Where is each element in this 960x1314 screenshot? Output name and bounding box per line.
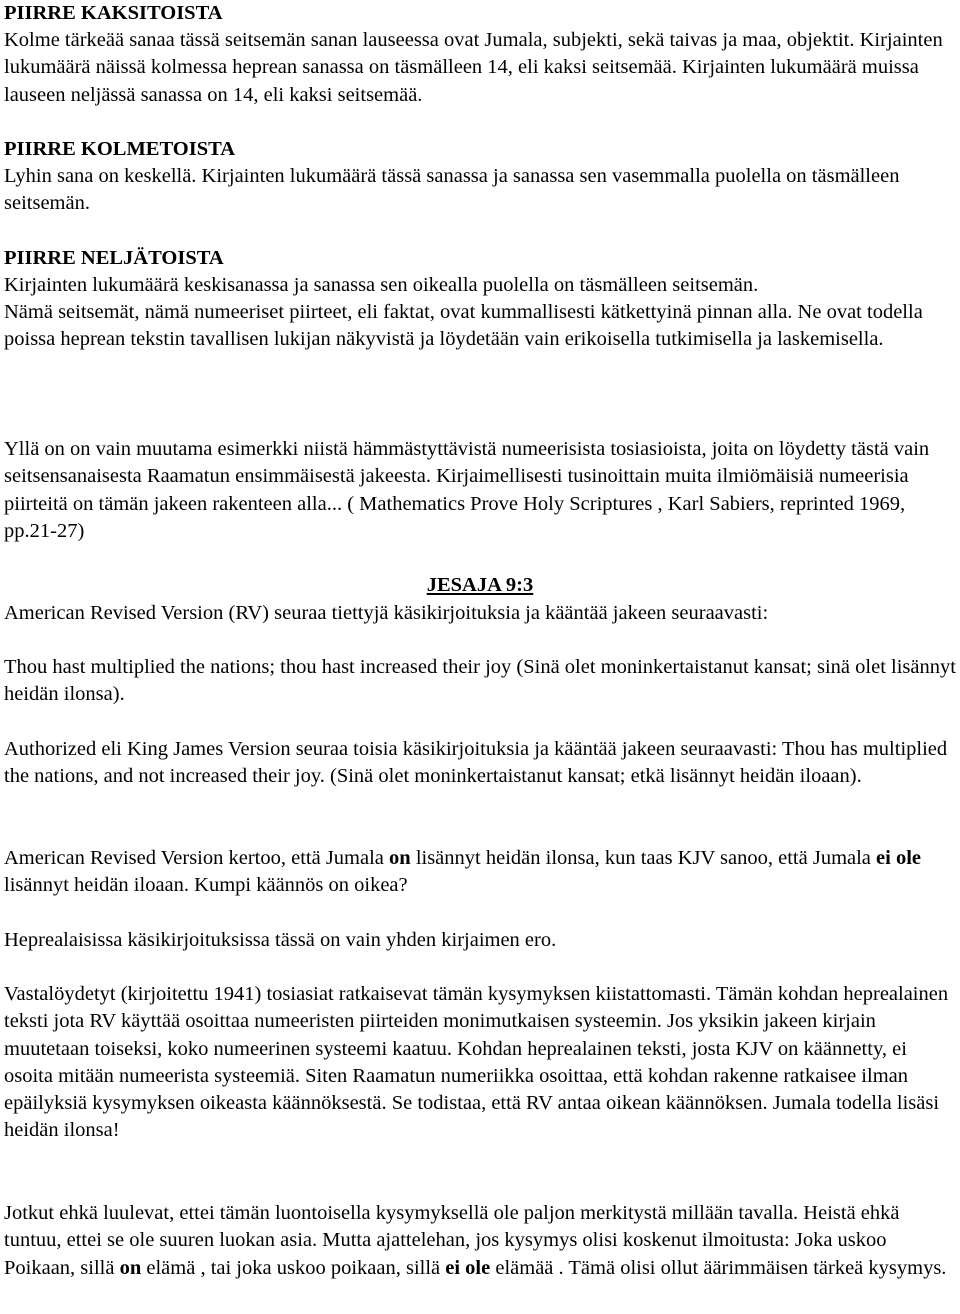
heading-feature-fourteen: PIIRRE NELJÄTOISTA <box>4 247 224 269</box>
final-bold-on: on <box>119 1256 142 1279</box>
final-text-1: Jotkut ehkä luulevat, ettei tämän luontoisella kysymyksellä ole paljon merkitystä millään tavalla. Heistä ehkä tuntuu, ettei se ole suuren luokan asia. Mutta ajattelehan, jos kysymys olisi koskenut ilmoitusta: Joka uskoo Poikaan, sillä <box>4 1202 900 1279</box>
paragraph-compare <box>4 845 956 900</box>
paragraph-rv-quote: Thou hast multiplied the nations; thou hast increased their joy (Sinä olet moninkertaistanut kansat; sinä olet lisännyt heidän ilonsa). <box>4 656 956 706</box>
paragraph-discovery: Vastalöydetyt (kirjoitettu 1941) tosiasiat ratkaisevat tämän kysymyksen kiistattomasti. Tämän kohdan heprealainen teksti jota RV käyttää osoittaa numeeristen piirteiden monimutkaisen systeemin. Jos yksikin jakeen kirjain muutetaan toiseksi, koko numeerinen systeemi kaatuu. Kohdan heprealainen teksti, josta KJV on käännetty, ei osoita mitään numeerista systeemiä. Siten Raamatun numeriikka osoittaa, että kohdan rakenne ratkaisee ilman epäilyksiä kysymyksen oikeasta käännöksestä. Se todistaa, että RV antaa oikean käännöksen. Jumala todella lisäsi heidän ilonsa! <box>4 983 949 1142</box>
section-title-isaiah: JESAJA 9:3 <box>426 574 534 596</box>
paragraph-final <box>4 1200 956 1282</box>
paragraph-rv-intro: American Revised Version (RV) seuraa tiettyjä käsikirjoituksia ja kääntää jakeen seuraavasti: <box>4 602 769 624</box>
paragraph-feature-thirteen: Lyhin sana on keskellä. Kirjainten lukumäärä tässä sanassa ja sanassa sen vasemmalla puolella on täsmälleen seitsemän. <box>4 165 900 215</box>
paragraph-hidden-sevens: Nämä seitsemät, nämä numeeriset piirteet, eli faktat, ovat kummallisesti kätkettyinä pinnan alla. Ne ovat todella poissa heprean tekstin tavallisen lukijan näkyvistä ja löydetään vain erikoisella tutkimisella ja laskemisella. <box>4 301 923 351</box>
final-text-3: elämää . Tämä olisi ollut äärimmäisen tärkeä kysymys. <box>490 1256 947 1279</box>
compare-text-2: lisännyt heidän ilonsa, kun taas KJV sanoo, että Jumala <box>410 847 877 869</box>
paragraph-kjv: Authorized eli King James Version seuraa toisia käsikirjoituksia ja kääntää jakeen seuraavasti: Thou has multiplied the nations, and not increased their joy. (Sinä olet moninkertaistanut kansat; etkä lisännyt heidän iloaan). <box>4 738 948 788</box>
paragraph-feature-twelve: Kolme tärkeää sanaa tässä seitsemän sanan lauseessa ovat Jumala, subjekti, sekä taivas ja maa, objektit. Kirjainten lukumäärä näissä kolmessa heprean sanassa on täsmälleen 14, eli kaksi seitsemää. Kirjainten lukumäärä muissa lauseen neljässä sanassa on 14, eli kaksi seitsemää. <box>4 29 943 106</box>
paragraph-examples: Yllä on on vain muutama esimerkki niistä hämmästyttävistä numeerisista tosiasioista, joita on löydetty tästä vain seitsensanaisesta Raamatun ensimmäisestä jakeesta. Kirjaimellisesti tusinoittain muita ilmiömäisiä numeerisia piirteitä on tämän jakeen rakenteen alla... ( Mathematics Prove Holy Scriptures , Karl Sabiers, reprinted 1969, pp.21-27) <box>4 438 930 542</box>
heading-feature-twelve: PIIRRE KAKSITOISTA <box>4 2 223 24</box>
paragraph-feature-fourteen: Kirjainten lukumäärä keskisanassa ja sanassa sen oikealla puolella on täsmälleen seitsemän. <box>4 274 759 296</box>
compare-text-1: American Revised Version kertoo, että Jumala <box>4 847 390 869</box>
compare-bold-ei-ole: ei ole <box>876 847 922 869</box>
final-text-2: elämä , tai joka uskoo poikaan, sillä <box>141 1256 446 1279</box>
compare-bold-on: on <box>389 847 411 869</box>
final-bold-ei-ole: ei ole <box>445 1256 491 1279</box>
heading-feature-thirteen: PIIRRE KOLMETOISTA <box>4 138 236 160</box>
compare-text-3: lisännyt heidän iloaan. Kumpi käännös on oikea? <box>4 874 408 897</box>
paragraph-one-letter-difference: Heprealaisissa käsikirjoituksissa tässä on vain yhden kirjaimen ero. <box>4 929 557 951</box>
